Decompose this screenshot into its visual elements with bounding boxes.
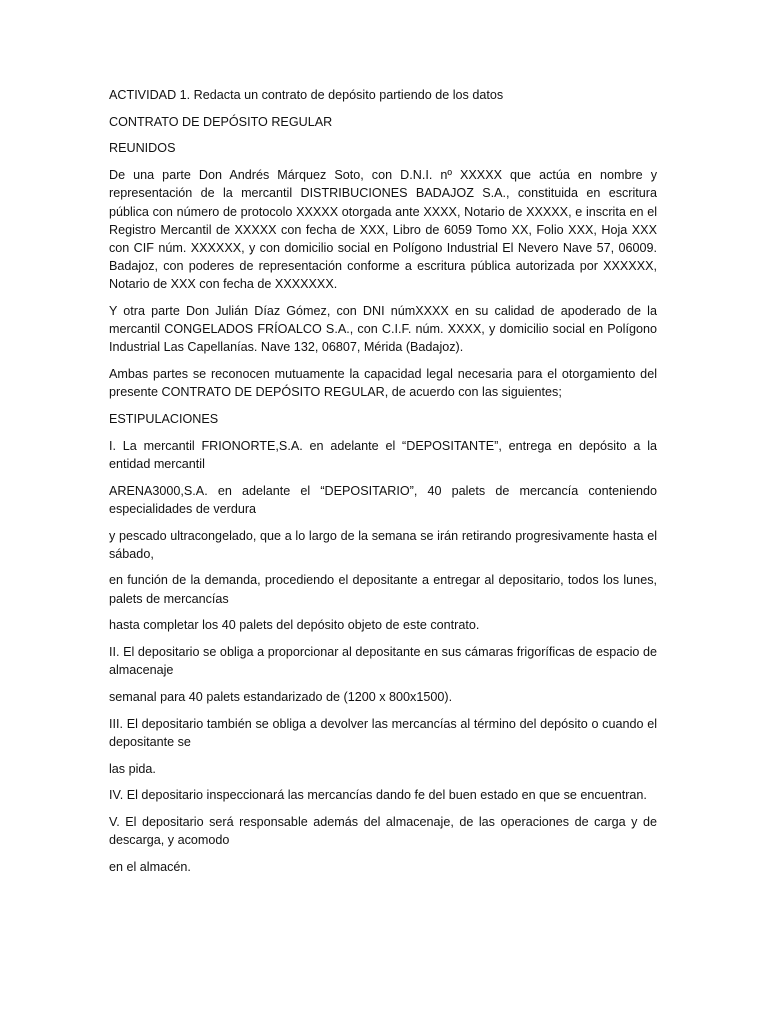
- clause-1-part-d: en función de la demanda, procediendo el depositante a entregar al depositario, todos los lunes, palets de mercancías: [109, 573, 657, 606]
- section-estipulaciones: ESTIPULACIONES: [109, 412, 219, 427]
- clause-5-part-a: V. El depositario será responsable además del almacenaje, de las operaciones de carga y de descarga, y acomodo: [109, 815, 657, 848]
- clause-3-part-b: las pida.: [109, 761, 156, 776]
- clause-3-part-a: III. El depositario también se obliga a devolver las mercancías al término del depósito o cuando el depositante se: [109, 716, 657, 749]
- clause-4: IV. El depositario inspeccionará las mercancías dando fe del buen estado en que se encuentran.: [109, 788, 647, 803]
- contract-title: CONTRATO DE DEPÓSITO REGULAR: [109, 114, 333, 129]
- clause-1-part-a: I. La mercantil FRIONORTE,S.A. en adelante el “DEPOSITANTE”, entrega en depósito a la entidad mercantil: [109, 438, 657, 471]
- activity-heading: ACTIVIDAD 1. Redacta un contrato de depósito partiendo de los datos: [109, 88, 504, 102]
- clause-2-part-b: semanal para 40 palets estandarizado de (1200 x 800x1500).: [109, 689, 453, 704]
- paragraph-second-party: Y otra parte Don Julián Díaz Gómez, con DNI númXXXX en su calidad de apoderado de la mercantil CONGELADOS FRÍOALCO S.A., con C.I.F. núm. XXXX, y domicilio social en Polígono Industrial Las Capellanías. Nave 132, 06807, Mérida (Badajoz).: [109, 304, 657, 355]
- clause-5-part-b: en el almacén.: [109, 859, 191, 874]
- clause-1-part-b: ARENA3000,S.A. en adelante el “DEPOSITARIO”, 40 palets de mercancía conteniendo especialidades de verdura: [109, 483, 657, 516]
- paragraph-first-party: De una parte Don Andrés Márquez Soto, con D.N.I. nº XXXXX que actúa en nombre y representación de la mercantil DISTRIBUCIONES BADAJOZ S.A., constituida en escritura pública con número de protocolo XXXXX otorgada ante XXXX, Notario de XXXXX, e inscrita en el Registro Mercantil de XXXXX con fecha de XXX, Libro de 6059 Tomo XX, Folio XXX, Hoja XXX con CIF núm. XXXXXX, y con domicilio social en Polígono Industrial El Nevero Nave 57, 06009. Badajoz, con poderes de representación conforme a escritura pública autorizada por XXXXXX, Notario de XXX con fecha de XXXXXXX.: [109, 168, 657, 292]
- document-page: [109, 86, 657, 885]
- clause-1-part-c: y pescado ultracongelado, que a lo largo de la semana se irán retirando progresivamente hasta el sábado,: [109, 528, 657, 561]
- clause-1-part-e: hasta completar los 40 palets del depósito objeto de este contrato.: [109, 618, 480, 633]
- section-reunidos: REUNIDOS: [109, 141, 176, 156]
- paragraph-capacity: Ambas partes se reconocen mutuamente la capacidad legal necesaria para el otorgamiento del presente CONTRATO DE DEPÓSITO REGULAR, de acuerdo con las siguientes;: [109, 367, 657, 400]
- clause-2-part-a: II. El depositario se obliga a proporcionar al depositante en sus cámaras frigoríficas de espacio de almacenaje: [109, 645, 657, 678]
